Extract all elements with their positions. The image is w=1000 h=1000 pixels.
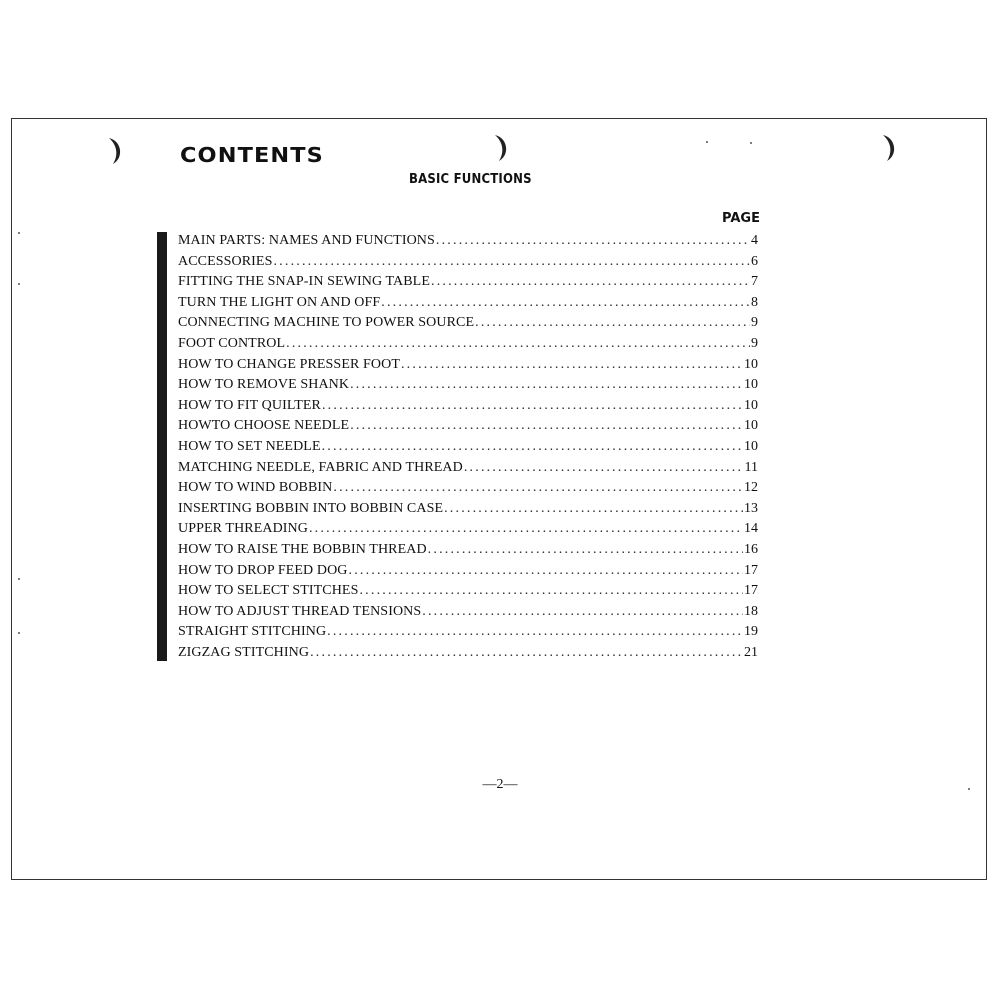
binding-hole-mark-left	[106, 136, 126, 166]
toc-entry-title: HOW TO WIND BOBBIN	[178, 480, 333, 496]
toc-entry-page: 10	[744, 438, 758, 454]
toc-entry-title: UPPER THREADING	[178, 521, 308, 537]
dot-leader	[475, 313, 750, 334]
toc-entry-page: 9	[751, 335, 758, 351]
dot-leader	[436, 231, 750, 252]
toc-entry-page: 12	[744, 480, 758, 496]
toc-entry[interactable]	[178, 375, 758, 396]
toc-entry-title: MATCHING NEEDLE, FABRIC AND THREAD	[178, 459, 463, 475]
dot-leader	[327, 622, 743, 643]
dot-leader	[333, 478, 743, 499]
toc-entry-page: 16	[744, 541, 758, 557]
toc-entry-page: 10	[744, 356, 758, 372]
toc-entry-page: 13	[744, 500, 758, 516]
toc-entry[interactable]	[178, 231, 758, 252]
toc-entry-title: MAIN PARTS: NAMES AND FUNCTIONS	[178, 233, 435, 248]
toc-entry-page: 19	[744, 624, 758, 640]
scan-speck	[18, 632, 20, 634]
toc-entry[interactable]	[178, 458, 758, 479]
dot-leader	[349, 561, 744, 582]
toc-entry[interactable]	[178, 416, 758, 437]
dot-leader	[431, 272, 750, 293]
toc-entry-page: 6	[751, 253, 758, 269]
contents-heading: CONTENTS	[180, 143, 324, 167]
toc-entry-page: 17	[744, 583, 758, 599]
binding-hole-mark-right	[880, 133, 900, 163]
section-subheading: BASIC FUNCTIONS	[409, 172, 532, 187]
toc-entry[interactable]	[178, 602, 758, 623]
scan-speck	[18, 283, 20, 285]
toc-entry-title: HOW TO SELECT STITCHES	[178, 583, 359, 599]
toc-entry-page: 18	[744, 603, 758, 619]
dot-leader	[444, 499, 743, 520]
toc-entry-title: ZIGZAG STITCHING	[178, 644, 310, 660]
toc-entry-page: 17	[744, 562, 758, 578]
toc-entry[interactable]	[178, 519, 758, 540]
toc-entry-title: CONNECTING MACHINE TO POWER SOURCE	[178, 315, 475, 331]
toc-entry[interactable]	[178, 355, 758, 376]
toc-entry-title: HOWTO CHOOSE NEEDLE	[178, 418, 350, 434]
toc-entry-title: HOW TO FIT QUILTER	[178, 397, 321, 413]
toc-entry-title: TURN THE LIGHT ON AND OFF	[178, 294, 381, 310]
toc-entry[interactable]	[178, 643, 758, 664]
section-side-bar	[157, 232, 167, 661]
toc-entry-title: HOW TO RAISE THE BOBBIN THREAD	[178, 541, 427, 557]
toc-entry-title: HOW TO REMOVE SHANK	[178, 377, 350, 393]
toc-entry[interactable]	[178, 437, 758, 458]
toc-entry[interactable]	[178, 622, 758, 643]
toc-entry-page: 7	[751, 274, 758, 290]
toc-entry-page: 10	[744, 377, 758, 393]
toc-entry-title: FOOT CONTROL	[178, 335, 286, 351]
toc-entry[interactable]	[178, 293, 758, 314]
toc-entry-page: 8	[751, 294, 758, 310]
dot-leader	[350, 375, 743, 396]
dot-leader	[428, 540, 743, 561]
toc-entry-page: 4	[751, 233, 758, 248]
binding-hole-mark-center	[492, 133, 512, 163]
scan-speck	[18, 578, 20, 580]
dot-leader	[359, 581, 743, 602]
toc-entry-page: 11	[744, 459, 758, 475]
toc-entry-title: HOW TO SET NEEDLE	[178, 438, 321, 454]
toc-entry-page: 9	[751, 315, 758, 331]
toc-entry-page: 10	[744, 418, 758, 434]
dot-leader	[322, 396, 743, 417]
dot-leader	[464, 458, 744, 479]
toc-entry-title: INSERTING BOBBIN INTO BOBBIN CASE	[178, 500, 444, 516]
dot-leader	[350, 416, 743, 437]
toc-entry-page: 10	[744, 397, 758, 413]
toc-entry-page: 21	[744, 644, 758, 660]
scan-speck	[706, 141, 708, 143]
toc-entry-title: HOW TO DROP FEED DOG	[178, 562, 348, 578]
page-column-label: PAGE	[722, 211, 760, 226]
toc-entry-page: 14	[744, 521, 758, 537]
toc-entry[interactable]	[178, 252, 758, 273]
toc-entry[interactable]	[178, 581, 758, 602]
toc-entry-title: FITTING THE SNAP-IN SEWING TABLE	[178, 274, 430, 290]
toc-entry-title: STRAIGHT STITCHING	[178, 624, 327, 640]
page-number: —2—	[482, 777, 518, 792]
toc-entry-title: HOW TO ADJUST THREAD TENSIONS	[178, 603, 422, 619]
dot-leader	[273, 252, 750, 273]
scan-speck	[750, 142, 752, 144]
toc-entry[interactable]	[178, 540, 758, 561]
toc-entry[interactable]	[178, 478, 758, 499]
scan-speck	[18, 232, 20, 234]
dot-leader	[286, 334, 750, 355]
dot-leader	[322, 437, 743, 458]
dot-leader	[401, 355, 743, 376]
toc-entry-title: ACCESSORIES	[178, 253, 273, 269]
dot-leader	[381, 293, 750, 314]
toc-entry[interactable]	[178, 334, 758, 355]
toc-entry[interactable]	[178, 499, 758, 520]
toc-entry[interactable]	[178, 313, 758, 334]
toc-entry[interactable]	[178, 561, 758, 582]
toc-entry[interactable]	[178, 396, 758, 417]
toc-entry[interactable]	[178, 272, 758, 293]
dot-leader	[422, 602, 743, 623]
toc-entry-title: HOW TO CHANGE PRESSER FOOT	[178, 356, 400, 372]
table-of-contents	[178, 231, 758, 663]
dot-leader	[310, 643, 743, 664]
dot-leader	[309, 519, 743, 540]
